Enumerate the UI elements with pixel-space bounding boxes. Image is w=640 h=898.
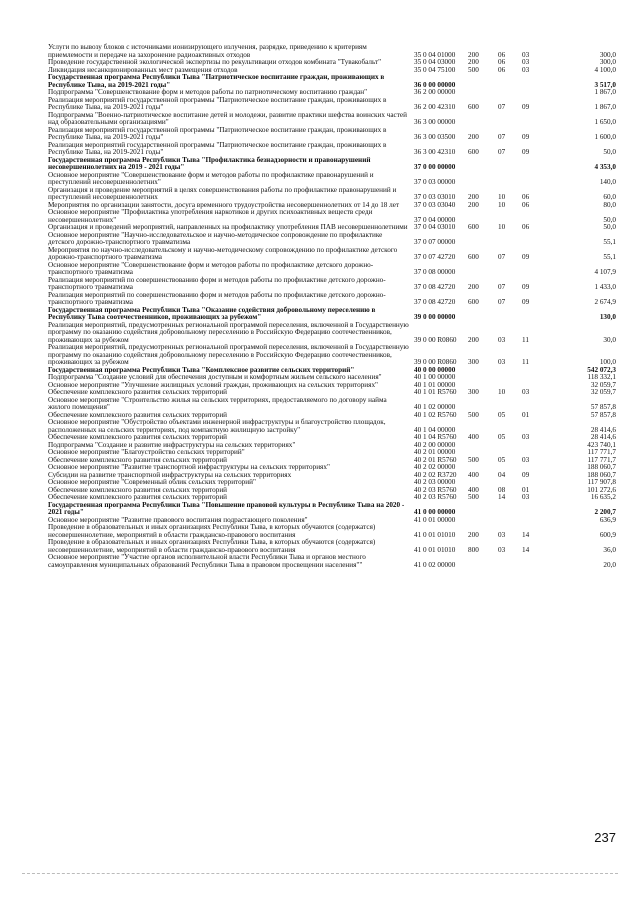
target-code: 39 0 00 R0860: [414, 335, 457, 344]
amount: 55,1: [603, 253, 616, 261]
target-code: 37 0 07 00000: [414, 238, 456, 246]
row-name: Реализация мероприятий, предусмотренных региональной программой переселения, включенной в Государственную программу по оказанию содействия добровольному переселению в Российскую Федерацию соотечественников, проживающих за рубежом: [48, 320, 409, 344]
target-code: 40 2 01 R5760: [414, 455, 457, 464]
amount: 1 600,0: [594, 133, 616, 141]
amount: 4 353,0: [594, 163, 616, 171]
subsection-code: 09: [522, 133, 530, 141]
amount: 3 517,0: [594, 80, 616, 89]
row-name: Основное мероприятие "Научно-исследовательское и научно-методическое сопровождение по профилактике детского дорожно-транспортного травматизма: [48, 230, 383, 246]
expense-type: 400: [468, 485, 479, 494]
table-row: [48, 127, 616, 142]
amount: 32 059,7: [590, 380, 616, 389]
target-code: 37 0 03 03010: [414, 193, 456, 201]
row-name: Реализация мероприятий государственной программы "Патриотическое воспитание граждан, проживающих в Республике Тыва, на 2019-2021 годы": [48, 95, 387, 111]
row-name: Организация и проведений мероприятий, направленных на профилактику употребления ПАВ несовершеннолетними: [48, 223, 408, 231]
row-name: Подпрограмма "Совершенствование форм и методов работы по патриотическому воспитанию граждан": [48, 88, 368, 96]
target-code: 37 0 03 03040: [414, 200, 456, 209]
subsection-code: 01: [522, 485, 530, 494]
target-code: 41 0 02 00000: [414, 560, 456, 569]
section-code: 10: [498, 193, 506, 201]
row-name: Обеспечение комплексного развития сельских территорий: [48, 388, 228, 396]
target-code: 39 0 00 R0860: [414, 358, 457, 366]
table-row: [48, 112, 616, 127]
target-code: 40 2 01 00000: [414, 448, 456, 456]
amount: 30,0: [603, 335, 616, 344]
target-code: 40 2 02 00000: [414, 463, 456, 471]
amount: 636,9: [599, 515, 616, 524]
row-name: Проведение государственной экологической экспертизы по рекультивации отходов комбината "Тувакобальт": [48, 58, 382, 66]
amount: 130,0: [599, 313, 616, 321]
subsection-code: 09: [522, 103, 530, 111]
target-code: 40 1 00 00000: [414, 373, 456, 381]
section-code: 07: [498, 283, 506, 291]
page-bottom-divider: [22, 873, 618, 874]
target-code: 36 2 00 00000: [414, 88, 456, 96]
amount: 117 771,7: [587, 455, 616, 464]
subsection-code: 09: [522, 148, 530, 156]
amount: 16 635,2: [590, 493, 616, 501]
amount: 542 072,3: [587, 365, 616, 374]
section-code: 03: [498, 335, 506, 344]
amount: 188 060,7: [587, 463, 616, 471]
target-code: 36 3 00 42310: [414, 148, 456, 156]
row-name: Государственная программа Республики Тыва "Патриотическое воспитание граждан, проживающих в Республике Тыва, на 2019-2021 годы": [48, 73, 385, 89]
expense-type: 600: [468, 148, 479, 156]
expense-type: 400: [468, 470, 479, 479]
target-code: 40 1 04 R5760: [414, 433, 457, 441]
target-code: 40 2 03 R5760: [414, 493, 457, 501]
amount: 2 200,7: [594, 508, 616, 516]
target-code: 37 0 04 00000: [414, 215, 456, 224]
row-name: Основное мероприятие "Совершенствование форм и методов работы по профилактике правонарушений и преступлений несовершеннолетних": [48, 170, 374, 186]
row-name: Реализация мероприятий государственной программы "Патриотическое воспитание граждан, проживающих в Республике Тыва, на 2019-2021 годы": [48, 125, 387, 141]
target-code: 35 0 04 01000: [414, 50, 456, 59]
expense-type: 500: [468, 493, 479, 501]
row-name: Реализация мероприятий по совершенствованию форм и методов работы по профилактике детского дорожно-транспортного травматизма: [48, 290, 386, 306]
subsection-code: 03: [522, 388, 530, 396]
table-row: [48, 419, 616, 434]
target-code: 37 0 08 42720: [414, 283, 456, 291]
table-row: [48, 262, 616, 277]
subsection-code: 03: [522, 455, 530, 464]
section-code: 03: [498, 530, 506, 539]
row-name: Субсидии на развитие транспортной инфраструктуры на сельских территориях: [48, 470, 292, 479]
section-code: 10: [498, 200, 506, 209]
row-name: Подпрограмма "Создание условий для обеспечения доступным и комфортным жильем сельского населения": [48, 373, 382, 381]
subsection-code: 09: [522, 298, 530, 306]
subsection-code: 14: [522, 530, 530, 539]
subsection-code: 03: [522, 50, 530, 59]
expense-type: 600: [468, 223, 479, 231]
section-code: 14: [498, 493, 506, 501]
row-name: Реализация мероприятий, предусмотренных региональной программой переселения, включенной в Государственную программу по оказанию содействия добровольному переселению в Российскую Федерацию соотечественников, проживающих за рубежом: [48, 343, 409, 366]
subsection-code: 11: [522, 358, 529, 366]
row-name: Обеспечение комплексного развития сельских территорий: [48, 493, 228, 501]
amount: 80,0: [603, 200, 616, 209]
table-row: [48, 344, 616, 367]
expense-type: 200: [468, 58, 479, 66]
amount: 32 059,7: [590, 388, 616, 396]
row-name: Обеспечение комплексного развития сельских территорий: [48, 485, 228, 494]
section-code: 07: [498, 103, 506, 111]
amount: 140,0: [599, 178, 616, 186]
target-code: 41 0 01 00000: [414, 515, 456, 524]
amount: 4 107,9: [594, 268, 616, 276]
expense-type: 200: [468, 335, 479, 344]
subsection-code: 14: [522, 545, 530, 554]
amount: 100,0: [599, 358, 616, 366]
row-name: Организация и проведение мероприятий в целях совершенствования работы по профилактике правонарушений и преступлений несовершеннолетних: [48, 185, 397, 201]
amount: 117 907,8: [587, 478, 616, 486]
page-number: 237: [594, 830, 616, 845]
target-code: 40 2 03 R5760: [414, 485, 457, 494]
subsection-code: 01: [522, 410, 530, 419]
row-name: Подпрограмма "Военно-патриотическое воспитание детей и молодежи, развитие практики шефства воинских частей над образовательными организациями": [48, 110, 407, 126]
amount: 1 867,0: [594, 88, 616, 96]
subsection-code: 09: [522, 283, 530, 291]
table-row: [48, 97, 616, 112]
table-row: [48, 172, 616, 187]
expense-type: 600: [468, 253, 479, 261]
section-code: 06: [498, 58, 506, 66]
row-name: Государственная программа Республики Тыва "Оказание содействия добровольному переселению в Республику Тыва соотечественников, проживающих за рубежом": [48, 305, 376, 321]
target-code: 41 0 01 01010: [414, 530, 456, 539]
table-row: [48, 44, 616, 59]
target-code: 40 1 02 00000: [414, 403, 456, 411]
expense-type: 500: [468, 455, 479, 464]
row-name: Обеспечение комплексного развития сельских территорий: [48, 433, 228, 441]
subsection-code: 11: [522, 335, 529, 344]
expense-type: 400: [468, 433, 479, 441]
target-code: 40 2 00 00000: [414, 440, 456, 449]
amount: 36,0: [603, 545, 616, 554]
row-name: Мероприятия по научно-исследовательскому и научно-методическому сопровождению по профилактике детского дорожно-транспортного травматизма: [48, 245, 398, 261]
target-code: 35 0 04 03000: [414, 58, 456, 66]
row-name: Основное мероприятие "Улучшение жилищных условий граждан, проживающих на сельских территориях": [48, 380, 378, 389]
target-code: 36 3 00 00000: [414, 118, 456, 126]
row-name: Основное мероприятие "Развитие транспортной инфраструктуры на сельских территориях": [48, 463, 330, 471]
row-name: Проведение в образовательных и иных организациях Республики Тыва, в которых обучаются (содержатся) несовершеннолетние, мероприятий в области гражданско-правового воспитания: [48, 538, 376, 554]
amount: 28 414,6: [590, 425, 616, 434]
subsection-code: 06: [522, 223, 530, 231]
row-name: Основное мероприятие "Обустройство объектами инженерной инфраструктуры и благоустройство площадок, расположенных на сельских территориях, под компактную жилищную застройку": [48, 418, 386, 434]
amount: 101 272,6: [587, 485, 616, 494]
section-code: 07: [498, 298, 506, 306]
subsection-code: 03: [522, 65, 530, 74]
amount: 1 650,0: [594, 118, 616, 126]
expense-type: 200: [468, 133, 479, 141]
row-name: Основное мероприятие "Строительство жилья на сельских территориях, предоставляемого по договору найма жилого помещения": [48, 395, 387, 411]
row-name: Основное мероприятие "Совершенствование форм и методов работы по профилактике детского дорожно-транспортного травматизма: [48, 260, 374, 276]
row-name: Основное мероприятие "Развитие правового воспитания подрастающего поколения": [48, 515, 308, 524]
amount: 28 414,6: [590, 433, 616, 441]
amount: 1 433,0: [594, 283, 616, 291]
table-row: [48, 397, 616, 412]
amount: 300,0: [599, 58, 616, 66]
amount: 118 332,1: [587, 373, 616, 381]
table-row: [48, 554, 616, 569]
row-name: Государственная программа Республики Тыва "Профилактика безнадзорности и правонарушений несовершеннолетних на 2019 - 2021 годы": [48, 155, 371, 171]
amount: 50,0: [603, 148, 616, 156]
target-code: 39 0 00 00000: [414, 313, 456, 321]
target-code: 37 0 04 03010: [414, 223, 456, 231]
row-name: Основное мероприятие "Благоустройство сельских территорий": [48, 448, 245, 456]
section-code: 07: [498, 148, 506, 156]
table-row: [48, 187, 616, 202]
section-code: 07: [498, 253, 506, 261]
amount: 117 771,7: [587, 448, 616, 456]
expense-type: 600: [468, 298, 479, 306]
expense-type: 200: [468, 530, 479, 539]
subsection-code: 03: [522, 58, 530, 66]
row-name: Государственная программа Республики Тыва "Повышение правовой культуры в Республике Тыва на 2020 - 2021 годы": [48, 500, 405, 516]
target-code: 36 2 00 42310: [414, 103, 456, 111]
section-code: 06: [498, 50, 506, 59]
amount: 423 740,1: [587, 440, 616, 449]
amount: 55,1: [603, 238, 616, 246]
section-code: 05: [498, 433, 506, 441]
table-row: [48, 209, 616, 224]
subsection-code: 06: [522, 200, 530, 209]
table-row: [48, 247, 616, 262]
table-row: [48, 232, 616, 247]
subsection-code: 09: [522, 470, 530, 479]
target-code: 40 1 01 R5760: [414, 388, 457, 396]
program-row: [48, 157, 616, 172]
expense-type: 200: [468, 193, 479, 201]
target-code: 40 1 04 00000: [414, 425, 456, 434]
target-code: 37 0 08 00000: [414, 268, 456, 276]
expense-type: 600: [468, 103, 479, 111]
target-code: 41 0 01 01010: [414, 545, 456, 554]
row-name: Основное мероприятие "Профилактика употребления наркотиков и других психоактивных веществ среди несовершеннолетних": [48, 208, 373, 224]
amount: 4 100,0: [594, 65, 616, 74]
section-code: 10: [498, 388, 506, 396]
target-code: 37 0 08 42720: [414, 298, 456, 306]
row-name: Основное мероприятие "Участие органов исполнительной власти Республики Тыва и органов местного самоуправления муниципальных образований Республики Тыва в правовом просвещении населения"": [48, 553, 366, 569]
table-row: [48, 142, 616, 157]
expense-type: 200: [468, 283, 479, 291]
row-name: Реализация мероприятий по совершенствованию форм и методов работы по профилактике детского дорожно-транспортного травматизма: [48, 275, 386, 291]
expense-type: 500: [468, 410, 479, 419]
target-code: 40 2 02 R3720: [414, 470, 457, 479]
target-code: 37 0 03 00000: [414, 178, 456, 186]
row-name: Подпрограмма "Создание и развитие инфраструктуры на сельских территориях": [48, 440, 296, 449]
amount: 300,0: [599, 50, 616, 59]
amount: 20,0: [603, 560, 616, 569]
table-row: [48, 292, 616, 307]
subsection-code: 09: [522, 253, 530, 261]
program-row: [48, 74, 616, 89]
expense-type: 800: [468, 545, 479, 554]
row-name: Обеспечение комплексного развития сельских территорий: [48, 455, 228, 464]
row-name: Мероприятия по организации занятости, досуга временного трудоустройства несовершеннолетних от 14 до 18 лет: [48, 200, 400, 209]
section-code: 04: [498, 470, 506, 479]
section-code: 10: [498, 223, 506, 231]
row-name: Обеспечение комплексного развития сельских территорий: [48, 410, 228, 419]
section-code: 05: [498, 410, 506, 419]
table-row: [48, 524, 616, 539]
table-row: [48, 277, 616, 292]
section-code: 07: [498, 133, 506, 141]
target-code: 37 0 00 00000: [414, 163, 456, 171]
program-row: [48, 307, 616, 322]
amount: 57 857,8: [590, 403, 616, 411]
amount: 60,0: [603, 193, 616, 201]
target-code: 36 0 00 00000: [414, 80, 456, 89]
expense-type: 500: [468, 65, 479, 74]
amount: 50,0: [603, 215, 616, 224]
target-code: 40 1 02 R5760: [414, 410, 457, 419]
expense-type: 300: [468, 388, 479, 396]
section-code: 03: [498, 545, 506, 554]
subsection-code: 03: [522, 433, 530, 441]
target-code: 37 0 07 42720: [414, 253, 456, 261]
expense-type: 200: [468, 50, 479, 59]
row-name: Основное мероприятие "Современный облик сельских территорий": [48, 478, 256, 486]
row-name: Проведение в образовательных и иных организациях Республики Тыва, в которых обучаются (содержатся) несовершеннолетние, мероприятий в области гражданско-правового воспитания: [48, 523, 376, 539]
expense-type: 200: [468, 200, 479, 209]
expense-type: 300: [468, 358, 479, 366]
section-code: 05: [498, 455, 506, 464]
amount: 50,0: [603, 223, 616, 231]
amount: 1 867,0: [594, 103, 616, 111]
amount: 188 060,7: [587, 470, 616, 479]
row-name: Ликвидация несанкционированных мест размещения отходов: [48, 65, 238, 74]
table-row: [48, 322, 616, 345]
section-code: 03: [498, 358, 506, 366]
row-name: Реализация мероприятий государственной программы "Патриотическое воспитание граждан, проживающих в Республике Тыва, на 2019-2021 годы": [48, 140, 387, 156]
amount: 600,9: [599, 530, 616, 539]
amount: 2 674,9: [594, 298, 616, 306]
amount: 57 857,8: [590, 410, 616, 419]
target-code: 41 0 00 00000: [414, 508, 456, 516]
section-code: 06: [498, 65, 506, 74]
section-code: 08: [498, 485, 506, 494]
budget-table: [48, 44, 616, 569]
table-row: [48, 539, 616, 554]
row-name: Услуги по вывозу блоков с источниками ионизирующего излучения, разрядке, приведению к критериям приемлемости и передаче на захоронение радиоактивных отходов: [48, 43, 367, 59]
target-code: 40 1 01 00000: [414, 380, 456, 389]
subsection-code: 03: [522, 493, 530, 501]
subsection-code: 06: [522, 193, 530, 201]
program-row: [48, 502, 616, 517]
row-name: Государственная программа Республики Тыва "Комплексное развитие сельских территорий": [48, 365, 355, 374]
target-code: 35 0 04 75100: [414, 65, 456, 74]
target-code: 40 0 00 00000: [414, 365, 456, 374]
target-code: 40 2 03 00000: [414, 478, 456, 486]
target-code: 36 3 00 03500: [414, 133, 456, 141]
